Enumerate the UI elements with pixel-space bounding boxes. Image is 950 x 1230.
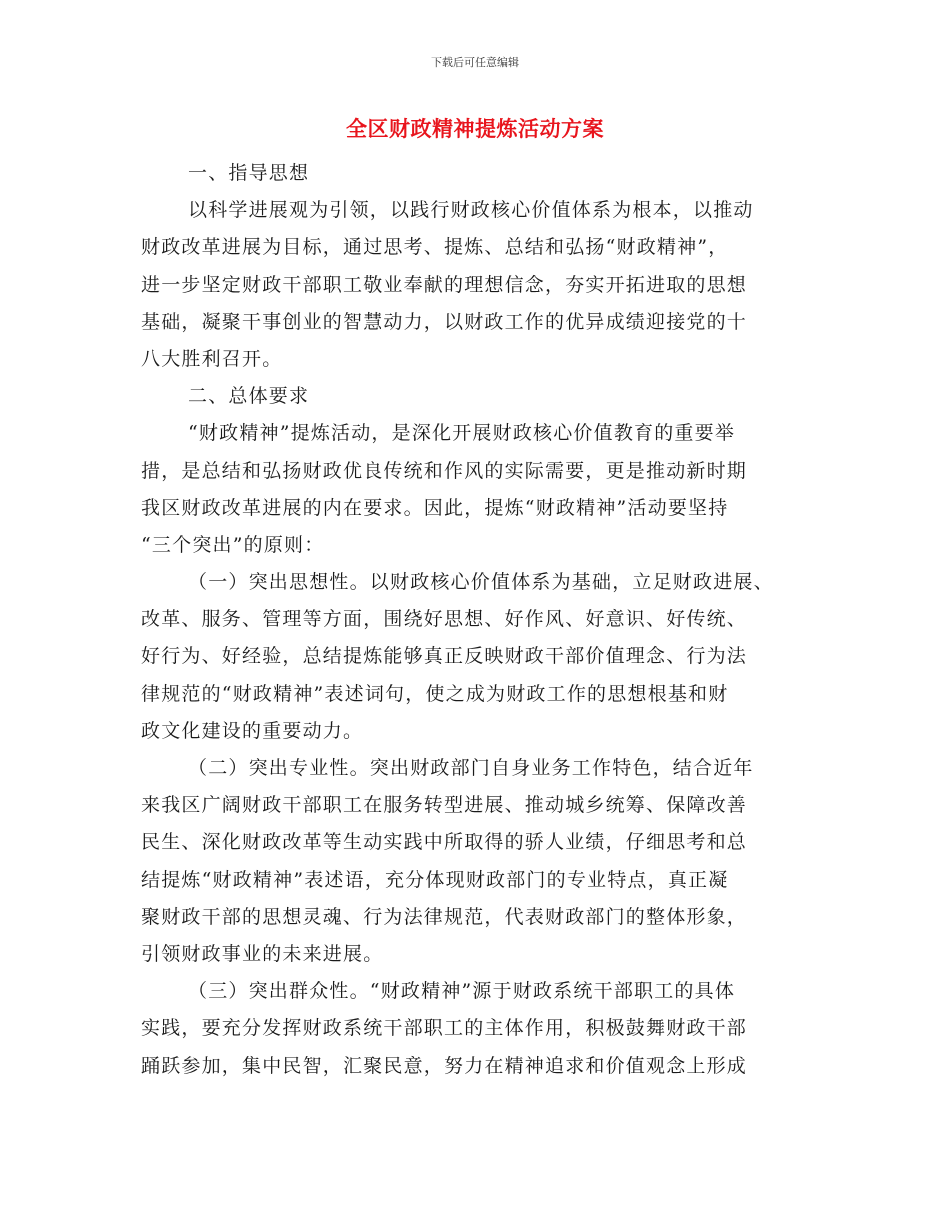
header-note: 下载后可任意编辑 xyxy=(431,56,519,69)
text-line: 进一步坚定财政干部职工敬业奉献的理想信念，夯实开拓进取的思想 xyxy=(141,273,748,296)
text-line: 政文化建设的重要动力。 xyxy=(141,719,364,742)
text-line: （一）突出思想性。以财政核心价值体系为基础，立足财政进展、 xyxy=(188,571,774,594)
text-line: 律规范的“财政精神”表述词句，使之成为财政工作的思想根基和财 xyxy=(141,682,729,705)
document-title: 全区财政精神提炼活动方案 xyxy=(346,117,604,141)
text-line: 实践，要充分发挥财政系统干部职工的主体作用，积极鼓舞财政干部 xyxy=(141,1017,748,1040)
text-line: 财政改革进展为目标，通过思考、提炼、总结和弘扬“财政精神”， xyxy=(141,236,729,259)
text-line: 踊跃参加，集中民智，汇聚民意，努力在精神追求和价值观念上形成 xyxy=(141,1054,748,1077)
text-line: “三个突出”的原则： xyxy=(141,533,325,556)
text-line: 好行为、好经验，总结提炼能够真正反映财政干部价值理念、行为法 xyxy=(141,645,748,668)
text-line: 二、总体要求 xyxy=(188,385,310,408)
text-line: 引领财政事业的未来进展。 xyxy=(141,942,384,965)
text-line: （三）突出群众性。“财政精神”源于财政系统干部职工的具体 xyxy=(188,980,736,1003)
text-line: 八大胜利召开。 xyxy=(141,347,283,370)
text-line: “财政精神”提炼活动，是深化开展财政核心价值教育的重要举 xyxy=(188,422,736,445)
text-line: （二）突出专业性。突出财政部门自身业务工作特色，结合近年 xyxy=(188,757,754,779)
text-line: 基础，凝聚干事创业的智慧动力，以财政工作的优异成绩迎接党的十 xyxy=(141,310,748,333)
text-line: 改革、服务、管理等方面，围绕好思想、好作风、好意识、好传统、 xyxy=(141,608,748,631)
document-body xyxy=(141,155,821,1085)
text-line: 结提炼“财政精神”表述语，充分体现财政部门的专业特点，真正凝 xyxy=(141,868,729,891)
text-line: 民生、深化财政改革等生动实践中所取得的骄人业绩，仔细思考和总 xyxy=(141,831,748,854)
text-line: 措，是总结和弘扬财政优良传统和作风的实际需要，更是推动新时期 xyxy=(141,459,748,482)
text-line: 我区财政改革进展的内在要求。因此，提炼“财政精神”活动要坚持 xyxy=(141,496,729,519)
text-line: 一、指导思想 xyxy=(188,162,310,184)
text-line: 以科学进展观为引领，以践行财政核心价值体系为根本，以推动 xyxy=(188,199,754,222)
text-line: 聚财政干部的思想灵魂、行为法律规范，代表财政部门的整体形象， xyxy=(141,905,748,928)
text-line: 来我区广阔财政干部职工在服务转型进展、推动城乡统筹、保障改善 xyxy=(141,794,748,817)
